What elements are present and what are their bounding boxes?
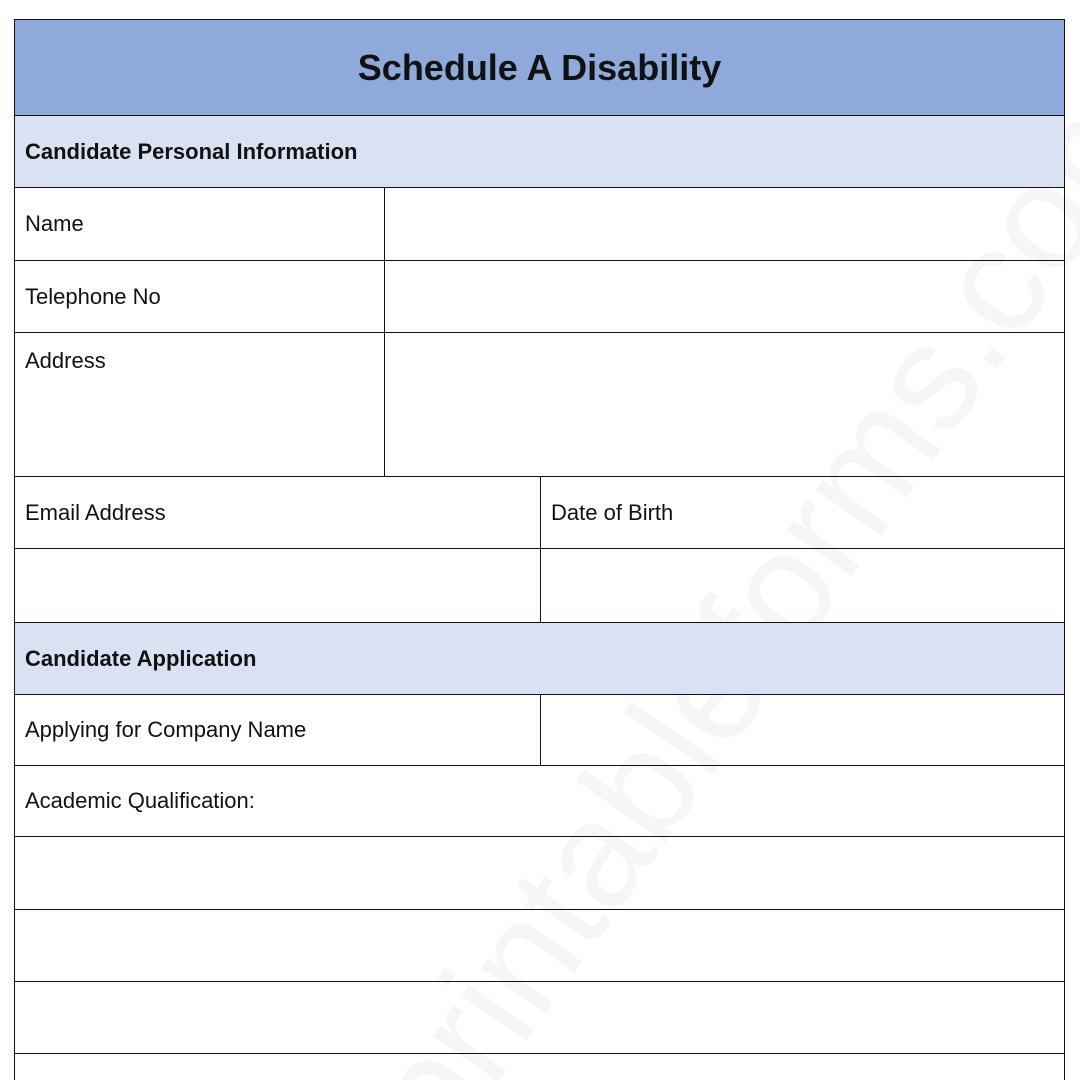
- dob-label-cell: [541, 477, 1064, 548]
- company-label: Applying for Company Name: [25, 717, 307, 742]
- company-field[interactable]: [541, 695, 1064, 765]
- name-label-cell: [15, 188, 385, 260]
- disability-form: [14, 19, 1065, 1080]
- form-title: Schedule A Disability: [357, 46, 722, 88]
- section-personal-header: [15, 116, 1064, 188]
- form-title-row: [15, 20, 1064, 116]
- name-row: [15, 188, 1064, 261]
- qualification-label-row: [15, 766, 1064, 837]
- section-personal-label: Candidate Personal Information: [25, 138, 358, 164]
- qualification-line[interactable]: [15, 910, 1064, 982]
- email-label-cell: [15, 477, 541, 548]
- email-field[interactable]: [15, 549, 541, 622]
- address-label-cell: [15, 333, 385, 476]
- address-label: Address: [25, 348, 106, 373]
- qualification-label: Academic Qualification:: [25, 788, 255, 813]
- section-application-header: [15, 623, 1064, 695]
- telephone-label-cell: [15, 261, 385, 332]
- telephone-row: [15, 261, 1064, 333]
- telephone-field[interactable]: [385, 261, 1064, 332]
- email-dob-label-row: [15, 477, 1064, 549]
- address-row: [15, 333, 1064, 477]
- qualification-line[interactable]: [15, 982, 1064, 1054]
- company-label-cell: [15, 695, 541, 765]
- email-label: Email Address: [25, 499, 166, 525]
- address-field[interactable]: [385, 333, 1064, 476]
- dob-field[interactable]: [541, 549, 1064, 622]
- name-label: Name: [25, 211, 84, 236]
- qualification-line[interactable]: [15, 837, 1064, 910]
- email-dob-value-row: [15, 549, 1064, 623]
- section-application-label: Candidate Application: [25, 645, 257, 671]
- dob-label: Date of Birth: [551, 499, 674, 525]
- name-field[interactable]: [385, 188, 1064, 260]
- company-row: [15, 695, 1064, 766]
- telephone-label: Telephone No: [25, 283, 161, 309]
